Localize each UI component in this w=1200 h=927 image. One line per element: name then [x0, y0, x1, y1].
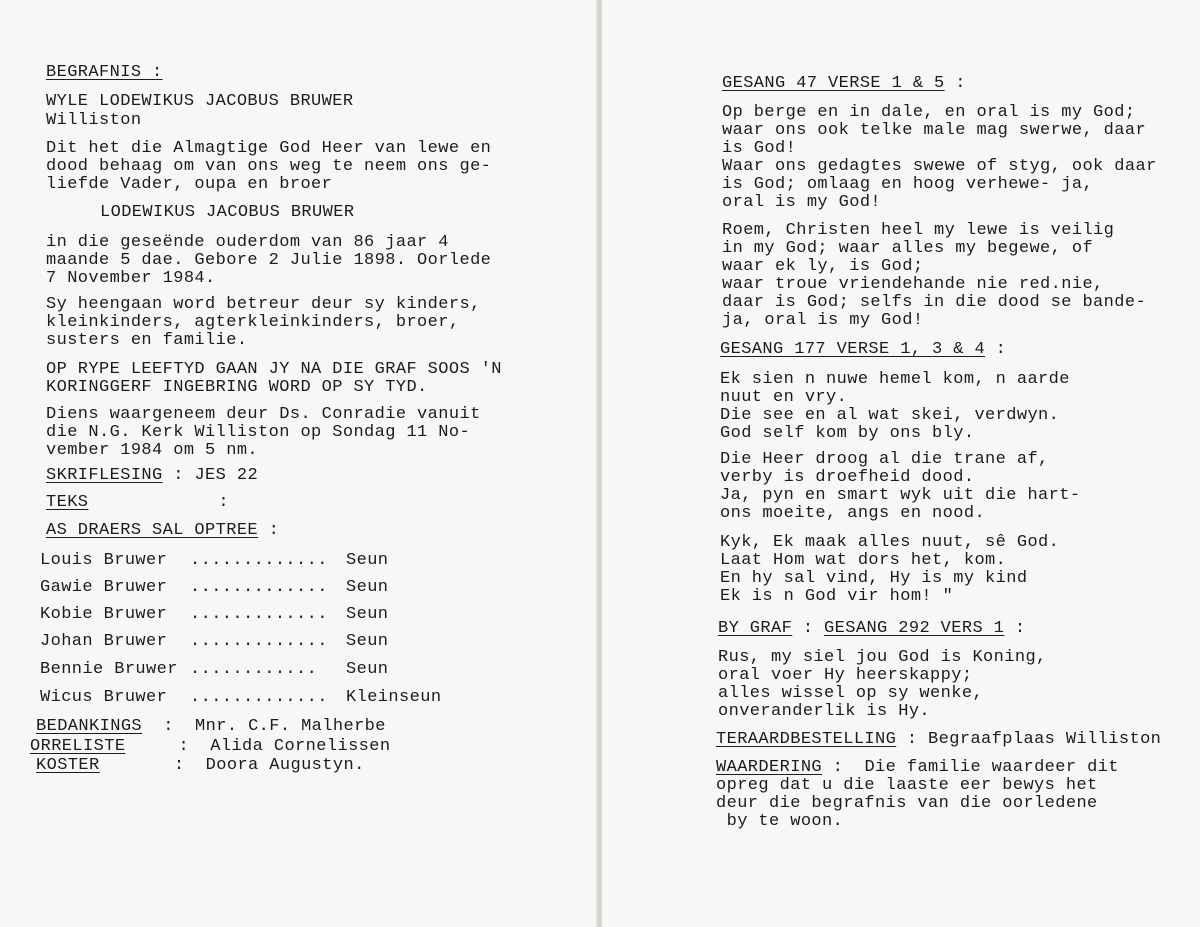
thanks-row — [36, 718, 386, 736]
hymn2-line: Kyk, Ek maak alles nuut, sê God. — [720, 533, 1060, 552]
text-value: : — [218, 493, 230, 512]
bearer-row — [40, 552, 388, 570]
hymn2-line: God self kom by ons bly. — [720, 424, 975, 443]
grave-label: BY GRAF — [718, 619, 793, 638]
age-line: 7 November 1984. — [46, 269, 216, 288]
hymn2-line: Die see en al wat skei, verdwyn. — [720, 406, 1060, 425]
grave-sep: : — [802, 619, 814, 638]
grave-suffix: : — [1014, 619, 1026, 638]
bearer-name: Gawie Bruwer — [40, 578, 168, 597]
hymn2-line: Ek sien n nuwe hemel kom, n aarde — [720, 370, 1070, 389]
bearer-name: Kobie Bruwer — [40, 605, 168, 624]
bearers-suffix: : — [268, 521, 280, 540]
bearer-relation: Seun — [346, 551, 389, 570]
grave-line: onveranderlik is Hy. — [718, 702, 931, 721]
sexton-row — [36, 757, 365, 775]
bearers-label: AS DRAERS SAL OPTREE — [46, 521, 259, 540]
service-line: vember 1984 om 5 nm. — [46, 441, 259, 460]
service-line: Diens waargeneem deur Ds. Conradie vanuit — [46, 405, 481, 424]
bearer-dots: ............. — [190, 578, 328, 597]
hymn2-line: Ek is n God vir hom! " — [720, 587, 954, 606]
hymn1-heading — [722, 75, 966, 93]
hymn1-line: is God; omlaag en hoog verhewe- ja, — [722, 175, 1094, 194]
hymn2-line: ons moeite, angs en nood. — [720, 504, 986, 523]
hymn1-line: is God! — [722, 139, 797, 158]
bearer-dots: ............. — [190, 688, 328, 707]
bearer-dots: ............. — [190, 605, 328, 624]
bearer-name: Wicus Bruwer — [40, 688, 168, 707]
grave-hymn: GESANG 292 VERS 1 — [824, 619, 1005, 638]
bearer-row — [40, 633, 388, 651]
deceased-name: LODEWIKUS JACOBUS BRUWER — [100, 203, 355, 222]
scripture-value: : JES 22 — [173, 466, 259, 485]
thanks-label: BEDANKINGS — [36, 717, 143, 736]
hymn2-line: Ja, pyn en smart wyk uit die hart- — [720, 486, 1081, 505]
place: Williston — [46, 111, 142, 130]
appreciation-first: : Die familie waardeer dit — [832, 758, 1119, 777]
bearer-relation: Seun — [346, 578, 389, 597]
bearer-row — [40, 579, 388, 597]
left-page — [0, 0, 598, 927]
sexton-label: KOSTER — [36, 756, 100, 775]
hymn1-line: Op berge en in dale, en oral is my God; — [722, 103, 1136, 122]
text-row — [46, 494, 229, 512]
hymn1-line: waar ek ly, is God; — [722, 257, 924, 276]
bearer-name: Johan Bruwer — [40, 632, 168, 651]
bearer-row — [40, 689, 441, 707]
hymn2-suffix: : — [995, 340, 1007, 359]
bearer-relation: Kleinseun — [346, 688, 442, 707]
bearer-dots: ............ — [190, 660, 318, 679]
deceased-title: WYLE LODEWIKUS JACOBUS BRUWER — [46, 92, 354, 111]
hymn1-line: waar ons ook telke male mag swerwe, daar — [722, 121, 1147, 140]
organist-value: : Alida Cornelissen — [178, 737, 391, 756]
hymn2-title: GESANG 177 VERSE 1, 3 & 4 — [720, 340, 986, 359]
hymn2-line: nuut en vry. — [720, 388, 848, 407]
burial-value: : Begraafplaas Williston — [906, 730, 1162, 749]
hymn1-line: daar is God; selfs in die dood se bande- — [722, 293, 1147, 312]
age-line: in die geseënde ouderdom van 86 jaar 4 — [46, 233, 449, 252]
appreciation-line: opreg dat u die laaste eer bewys het — [716, 776, 1098, 795]
grave-line: Rus, my siel jou God is Koning, — [718, 648, 1047, 667]
thanks-value: : Mnr. C.F. Malherbe — [163, 717, 386, 736]
bearer-relation: Seun — [346, 605, 389, 624]
organist-label: ORRELISTE — [30, 737, 126, 756]
bearer-name: Louis Bruwer — [40, 551, 168, 570]
scripture-label: SKRIFLESING — [46, 466, 163, 485]
scripture-row — [46, 467, 258, 485]
bearer-relation: Seun — [346, 660, 389, 679]
grave-heading — [718, 620, 1026, 638]
burial-row — [716, 731, 1161, 749]
grave-line: alles wissel op sy wenke, — [718, 684, 984, 703]
hymn1-line: ja, oral is my God! — [722, 311, 924, 330]
appreciation-row — [716, 759, 1119, 777]
age-line: maande 5 dae. Gebore 2 Julie 1898. Oorlede — [46, 251, 492, 270]
appreciation-label: WAARDERING — [716, 758, 823, 777]
hymn1-line: Roem, Christen heel my lewe is veilig — [722, 221, 1115, 240]
hymn2-line: Laat Hom wat dors het, kom. — [720, 551, 1007, 570]
burial-label: TERAARDBESTELLING — [716, 730, 897, 749]
quote-line: OP RYPE LEEFTYD GAAN JY NA DIE GRAF SOOS 'N — [46, 360, 502, 379]
appreciation-line: by te woon. — [716, 812, 844, 831]
funeral-heading: BEGRAFNIS : — [46, 63, 163, 82]
appreciation-line: deur die begrafnis van die oorledene — [716, 794, 1098, 813]
service-line: die N.G. Kerk Williston op Sondag 11 No- — [46, 423, 471, 442]
hymn1-line: waar troue vriendehande nie red.nie, — [722, 275, 1104, 294]
bearer-name: Bennie Bruwer — [40, 660, 178, 679]
hymn1-suffix: : — [955, 74, 966, 93]
hymn1-line: in my God; waar alles my begewe, of — [722, 239, 1094, 258]
organist-row — [30, 738, 390, 756]
hymn2-line: Die Heer droog al die trane af, — [720, 450, 1049, 469]
text-label: TEKS — [46, 493, 89, 512]
right-page — [602, 0, 1200, 927]
hymn1-line: oral is my God! — [722, 193, 882, 212]
hymn1-title: GESANG 47 VERSE 1 & 5 — [722, 74, 945, 93]
bearer-dots: ............. — [190, 551, 328, 570]
mourners-line: susters en familie. — [46, 331, 248, 350]
mourners-line: kleinkinders, agterkleinkinders, broer, — [46, 313, 460, 332]
bearer-row — [40, 606, 388, 624]
hymn2-line: En hy sal vind, Hy is my kind — [720, 569, 1028, 588]
bearers-heading — [46, 522, 279, 540]
bearer-dots: ............. — [190, 632, 328, 651]
announcement-line: dood behaag om van ons weg te neem ons ge- — [46, 157, 492, 176]
announcement-line: liefde Vader, oupa en broer — [46, 175, 333, 194]
mourners-line: Sy heengaan word betreur deur sy kinders, — [46, 295, 481, 314]
bearer-relation: Seun — [346, 632, 389, 651]
sexton-value: : Doora Augustyn. — [173, 756, 365, 775]
quote-line: KORINGGERF INGEBRING WORD OP SY TYD. — [46, 378, 428, 397]
hymn2-heading — [720, 341, 1006, 359]
hymn1-line: Waar ons gedagtes swewe of styg, ook daar — [722, 157, 1157, 176]
announcement-line: Dit het die Almagtige God Heer van lewe en — [46, 139, 492, 158]
grave-line: oral voer Hy heerskappy; — [718, 666, 973, 685]
bearer-row — [40, 661, 388, 679]
hymn2-line: verby is droefheid dood. — [720, 468, 975, 487]
